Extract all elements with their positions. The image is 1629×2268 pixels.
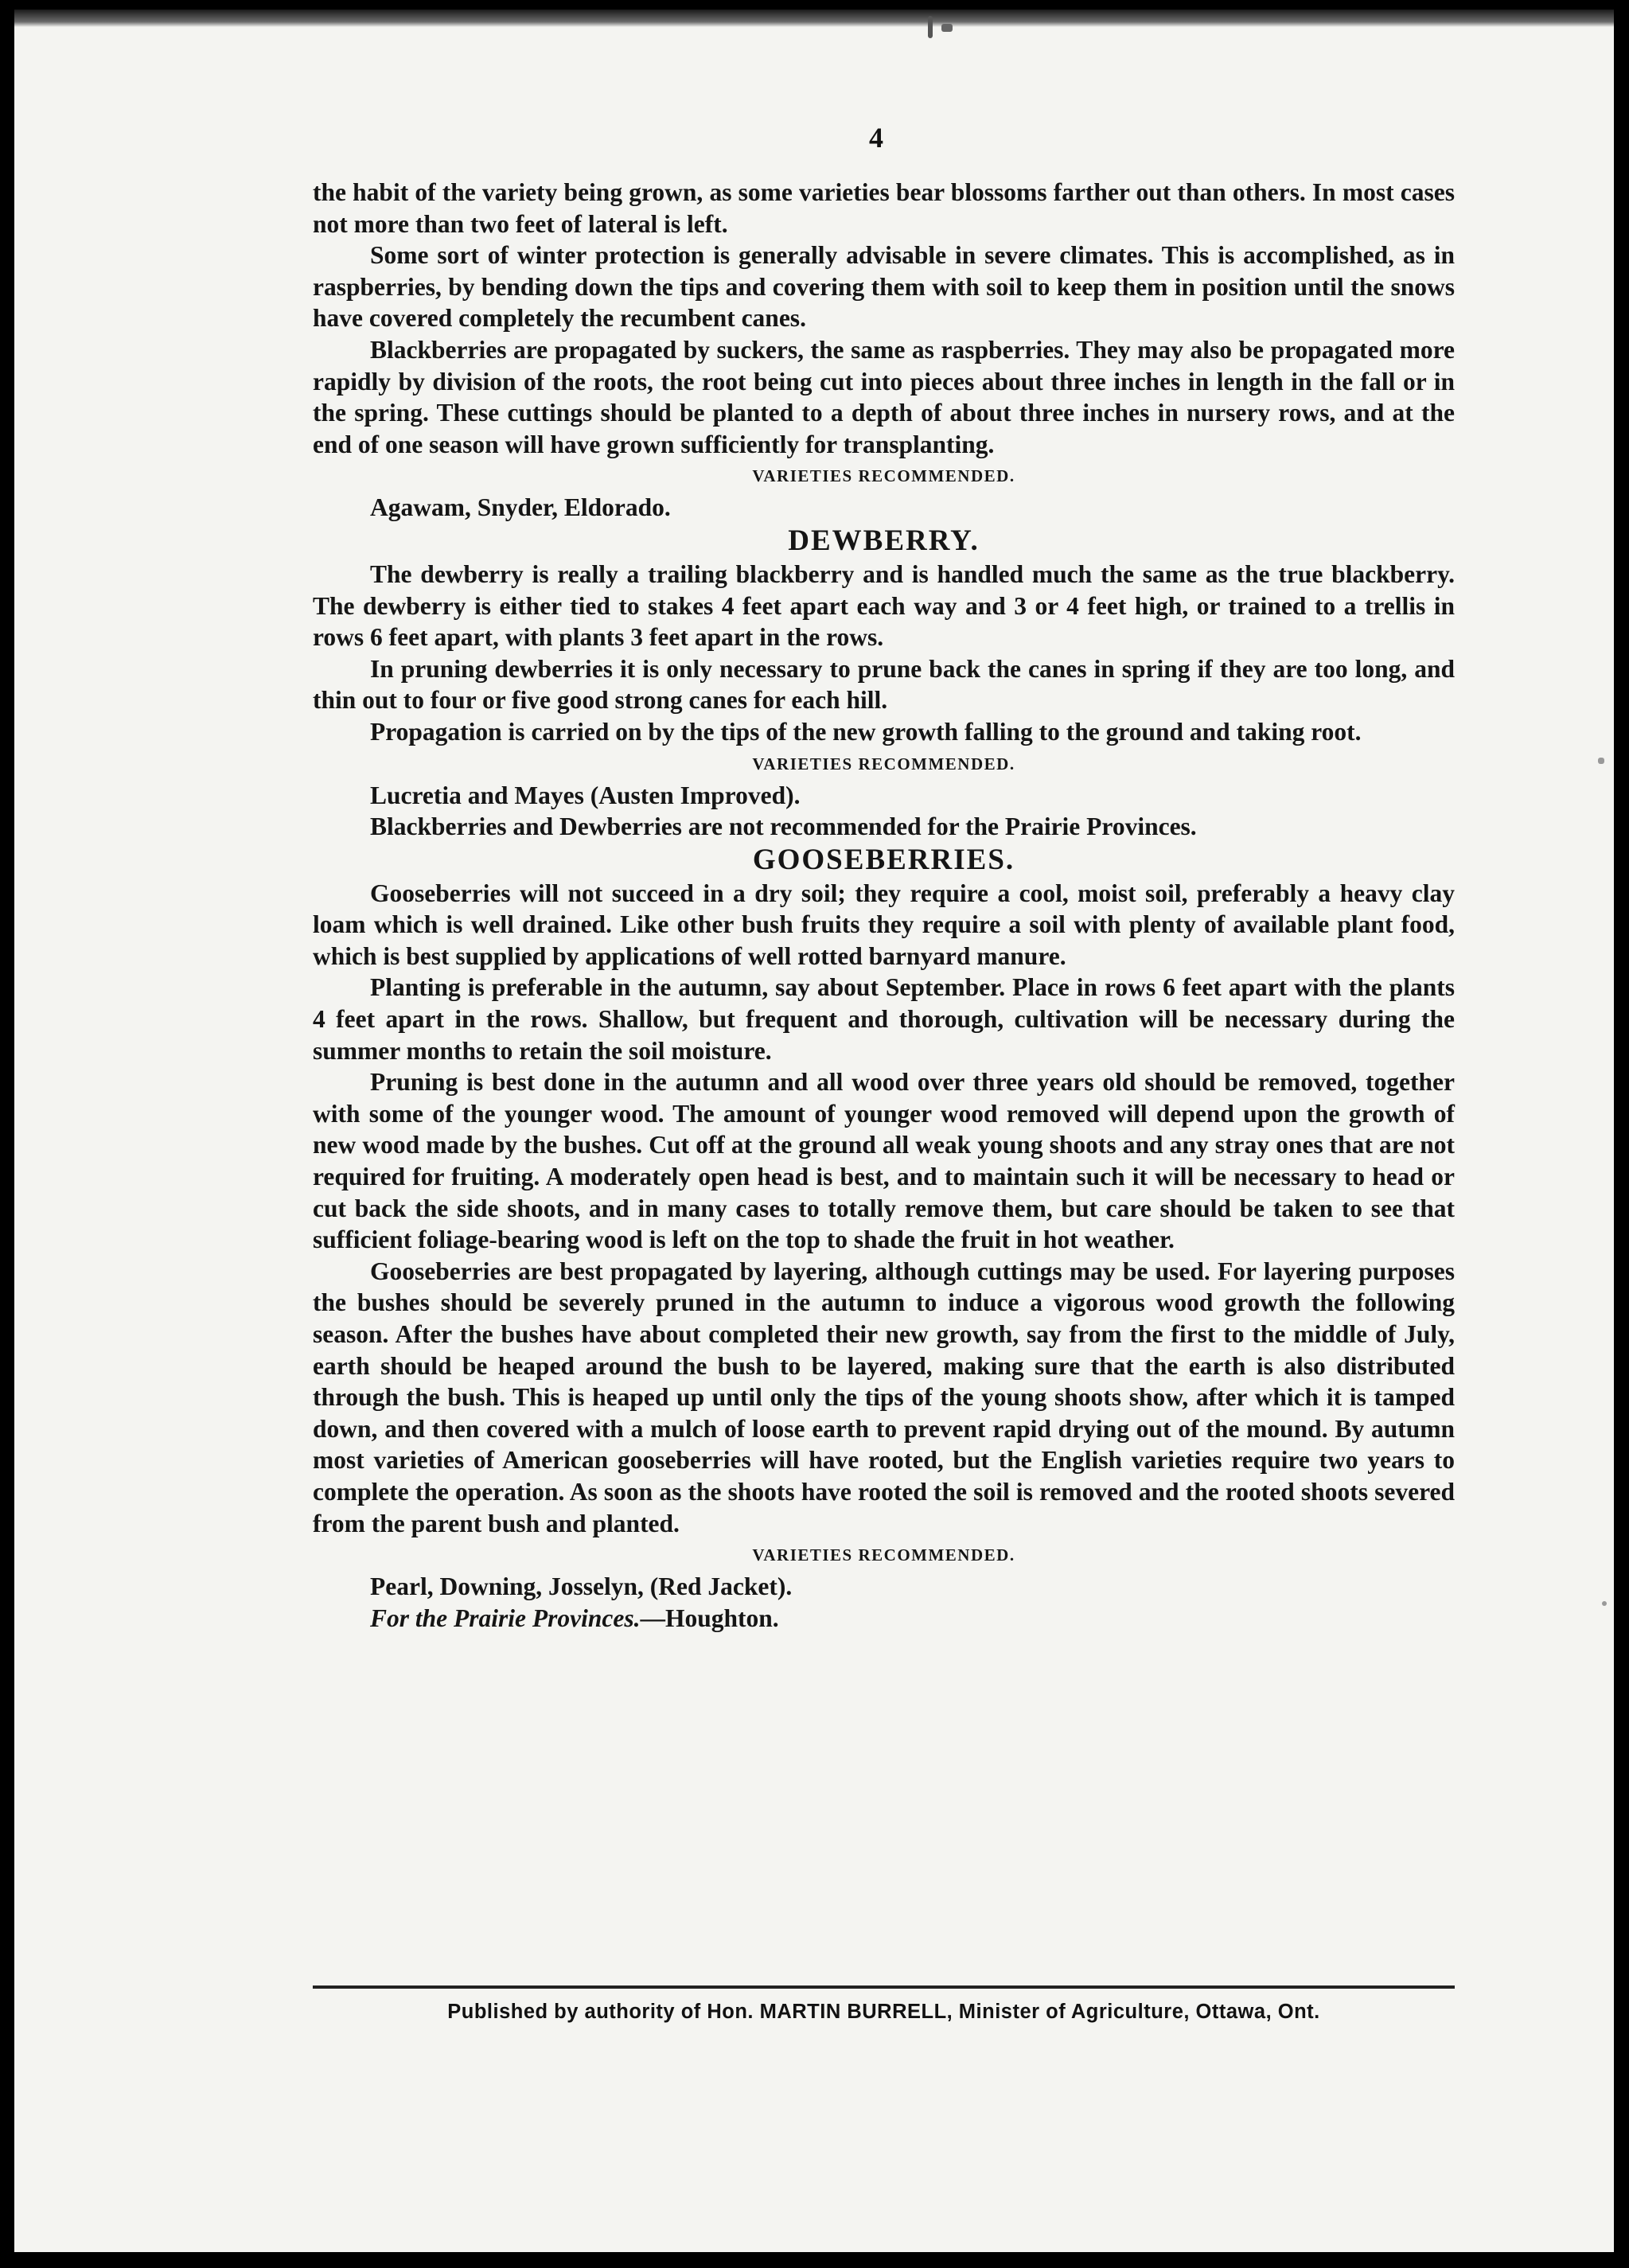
body-paragraph: Pruning is best done in the autumn and all wood over three years old should be removed, together with some of the younger wood. The amount of younger wood removed will depend upon the growth of new wood made by the bushes. Cut off at the ground all weak young shoots and any stray ones that are not required for fruiting. A moderately open head is best, and to maintain such it will be necessary to head or cut back the side shoots, and in many cases to totally remove them, but care should be taken to see that sufficient foliage-bearing wood is left on the top to shade the fruit in hot weather.: [313, 1068, 1455, 1254]
varieties-heading: VARIETIES RECOMMENDED.: [752, 466, 1015, 486]
page-number: 4: [869, 122, 883, 154]
body-paragraph: In pruning dewberries it is only necessary to prune back the canes in spring if they are too long, and thin out to four or five good strong canes for each hill.: [313, 654, 1455, 715]
prairie-variety-line: [313, 1603, 1455, 1635]
scan-speck: [1598, 758, 1604, 764]
scan-speck: [1602, 1601, 1607, 1606]
body-paragraph: The dewberry is really a trailing blackberry and is handled much the same as the true blackberry. The dewberry is either tied to stakes 4 feet apart each way and 3 or 4 feet high, or trained to a trellis in rows 6 feet apart, with plants 3 feet apart in the rows.: [313, 559, 1455, 652]
article-body: [313, 177, 1455, 1634]
body-paragraph: the habit of the variety being grown, as some varieties bear blossoms farther out than others. In most cases not more than two feet of lateral is left.: [313, 178, 1455, 238]
varieties-heading: VARIETIES RECOMMENDED.: [752, 754, 1015, 774]
varieties-list: Agawam, Snyder, Eldorado.: [370, 493, 671, 522]
scanned-page: [14, 10, 1614, 2252]
varieties-heading: VARIETIES RECOMMENDED.: [752, 1545, 1015, 1565]
section-heading-gooseberries: GOOSEBERRIES.: [752, 843, 1015, 876]
body-paragraph: Propagation is carried on by the tips of the new growth falling to the ground and taking root.: [370, 717, 1362, 746]
prairie-variety: —Houghton.: [640, 1604, 779, 1632]
body-paragraph: Gooseberries are best propagated by layering, although cuttings may be used. For layering purposes the bushes should be severely pruned in the autumn to induce a vigorous wood growth the following season. After the bushes have about completed their new growth, say from the first to the middle of July, earth should be heaped around the bush to be layered, making sure that the earth is also distributed through the bush. This is heaped up until only the tips of the young shoots show, after which it is tamped down, and then covered with a mulch of loose earth to prevent rapid drying out of the mound. By autumn most varieties of American gooseberries will have rooted, but the English varieties require two years to complete the operation. As soon as the shoots have rooted the soil is removed and the rooted shoots severed from the parent bush and planted.: [313, 1257, 1455, 1537]
varieties-list: Pearl, Downing, Josselyn, (Red Jacket).: [370, 1572, 793, 1601]
prairie-note: Blackberries and Dewberries are not recommended for the Prairie Provinces.: [370, 813, 1197, 841]
footer-rule: [313, 1985, 1455, 1989]
prairie-label: For the Prairie Provinces.: [370, 1604, 641, 1632]
body-paragraph: Some sort of winter protection is generally advisable in severe climates. This is accomplished, as in raspberries, by bending down the tips and covering them with soil to keep them in position until the snows have covered completely the recumbent canes.: [313, 241, 1455, 333]
body-paragraph: Blackberries are propagated by suckers, the same as raspberries. They may also be propagated more rapidly by division of the roots, the root being cut into pieces about three inches in length in the fall or in the spring. These cuttings should be planted to a depth of about three inches in nursery rows, and at the end of one season will have grown sufficiently for transplanting.: [313, 335, 1455, 458]
varieties-list: Lucretia and Mayes (Austen Improved).: [370, 781, 801, 809]
publication-footer: Published by authority of Hon. MARTIN BURRELL, Minister of Agriculture, Ottawa, Ont.: [447, 2001, 1320, 2023]
scan-speck: [928, 16, 933, 38]
body-paragraph: Planting is preferable in the autumn, say about September. Place in rows 6 feet apart with the plants 4 feet apart in the rows. Shallow, but frequent and thorough, cultivation will be necessary during the summer months to retain the soil moisture.: [313, 973, 1455, 1065]
section-heading-dewberry: DEWBERRY.: [788, 524, 980, 557]
scan-speck: [941, 24, 953, 32]
page-top-edge: [14, 10, 1614, 27]
body-paragraph: Gooseberries will not succeed in a dry soil; they require a cool, moist soil, preferably a heavy clay loam which is well drained. Like other bush fruits they require a soil with plenty of available plant food, which is best supplied by applications of well rotted barnyard manure.: [313, 879, 1455, 970]
